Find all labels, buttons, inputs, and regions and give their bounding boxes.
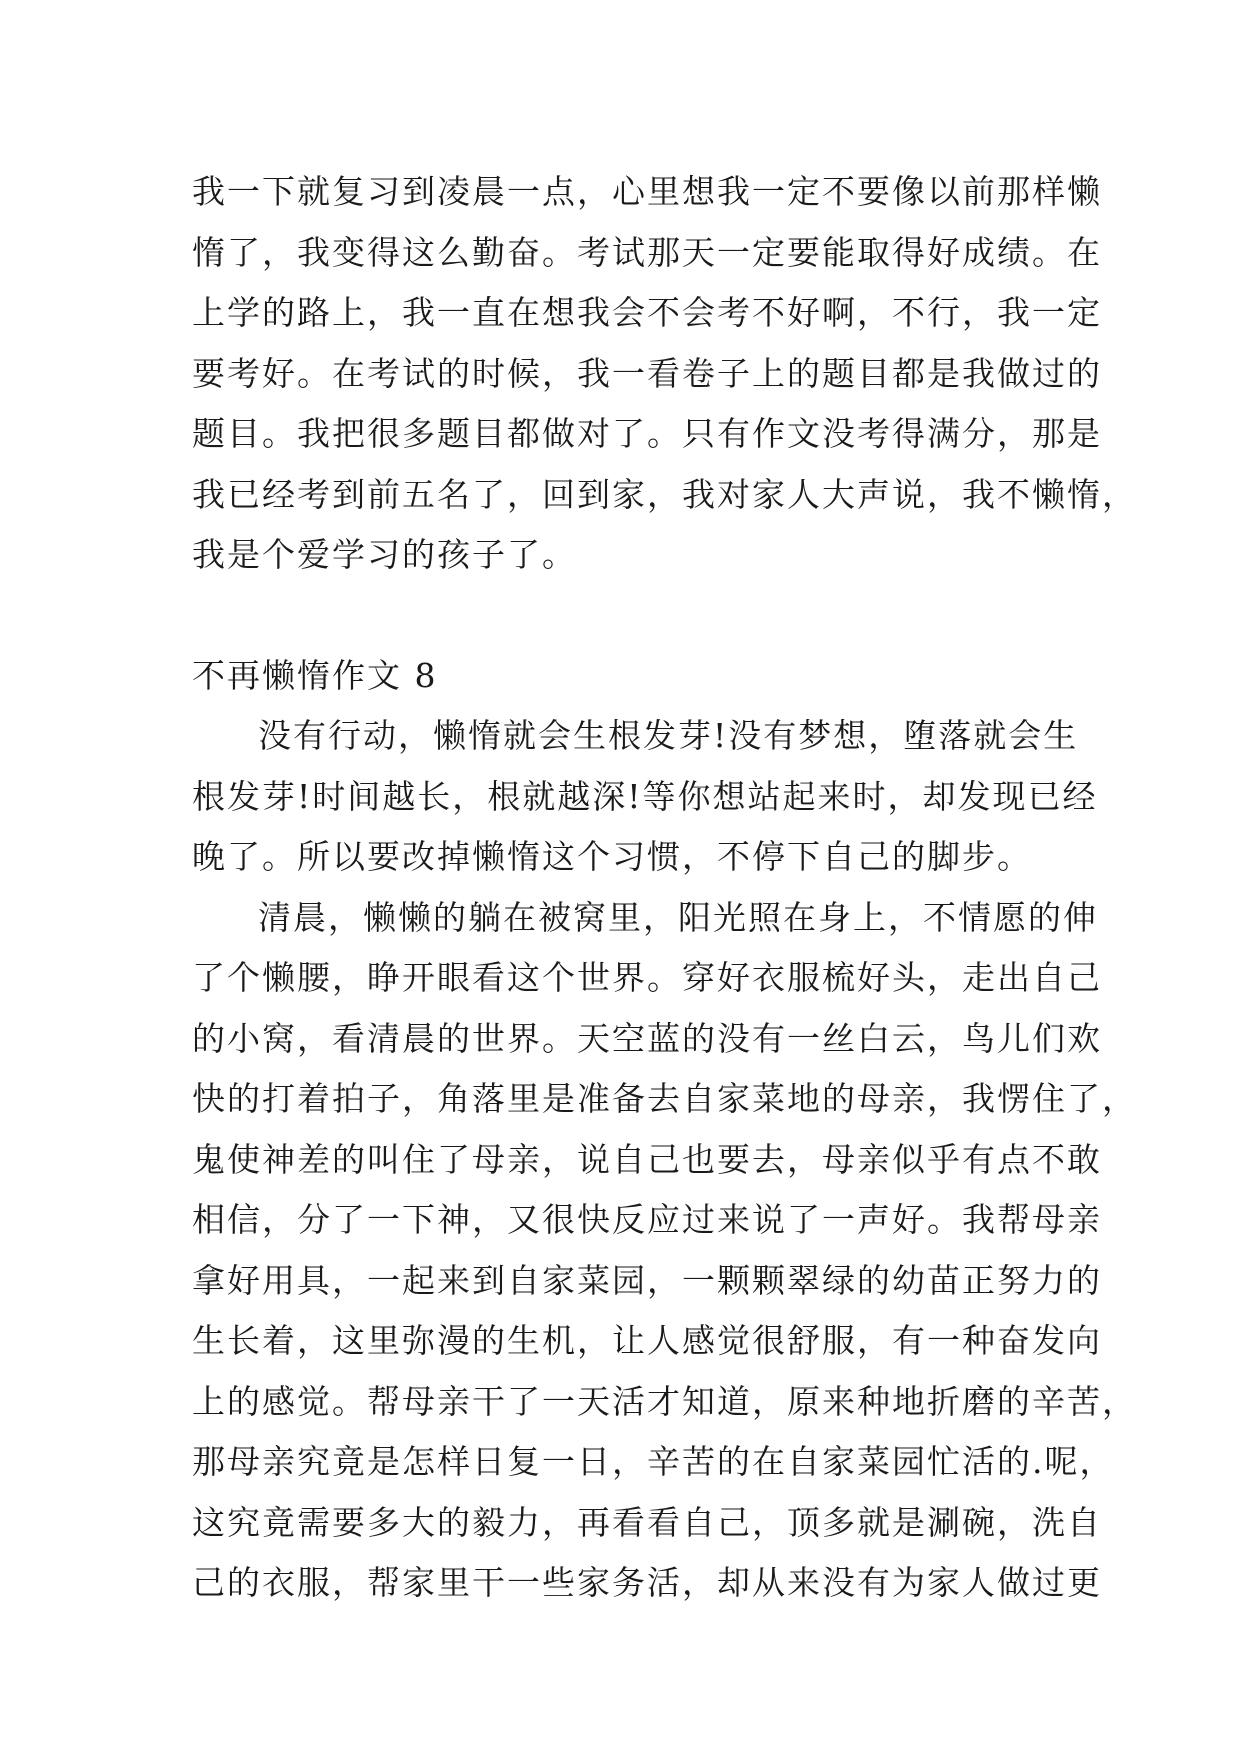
text-line: 的小窝，看清晨的世界。天空蓝的没有一丝白云，鸟儿们欢 (192, 1018, 1102, 1058)
text-line: 己的衣服，帮家里干一些家务活，却从来没有为家人做过更 (192, 1563, 1102, 1602)
essay-paragraph-1 (192, 706, 1098, 888)
text-column (192, 162, 1137, 1614)
text-line: 生长着，这里弥漫的生机，让人感觉很舒服，有一种奋发向 (192, 1321, 1102, 1360)
text-line: 那母亲究竟是怎样日复一日，辛苦的在自家菜园忙活的.呢， (192, 1442, 1115, 1481)
essay-title: 不再懒惰作文 8 (192, 655, 438, 695)
text-line: 鬼使神差的叫住了母亲，说自己也要去，母亲似乎有点不敢 (192, 1139, 1102, 1179)
text-line: 相信，分了一下神，又很快反应过来说了一声好。我帮母亲 (192, 1200, 1102, 1239)
section-gap (192, 586, 1062, 646)
text-line: 上的感觉。帮母亲干了一天活才知道，原来种地折磨的辛苦， (192, 1381, 1137, 1421)
text-line: 晚了。所以要改掉懒惰这个习惯，不停下自己的脚步。 (192, 837, 1032, 876)
text-line: 要考好。在考试的时候，我一看卷子上的题目都是我做过的 (192, 353, 1102, 393)
text-line: 这究竟需要多大的毅力，再看看自己，顶多就是涮碗，洗自 (192, 1502, 1102, 1542)
text-line: 我已经考到前五名了，回到家，我对家人大声说，我不懒惰， (192, 474, 1137, 514)
text-line: 我是个爱学习的孩子了。 (192, 535, 577, 574)
text-line: 我一下就复习到凌晨一点，心里想我一定不要像以前那样懒 (192, 172, 1102, 211)
intro-paragraph (192, 162, 1137, 586)
text-line: 快的打着拍子，角落里是准备去自家菜地的母亲，我愣住了， (192, 1079, 1137, 1118)
essay-paragraph-2 (192, 888, 1137, 1614)
text-line: 上学的路上，我一直在想我会不会考不好啊，不行，我一定 (192, 293, 1102, 332)
text-line: 没有行动，懒惰就会生根发芽!没有梦想，堕落就会生 (258, 716, 1079, 755)
text-line: 了个懒腰，睁开眼看这个世界。穿好衣服梳好头，走出自己 (192, 958, 1102, 997)
text-line: 题目。我把很多题目都做对了。只有作文没考得满分，那是 (192, 414, 1102, 453)
text-line: 根发芽!时间越长，根就越深!等你想站起来时，却发现已经 (192, 776, 1098, 816)
text-line: 拿好用具，一起来到自家菜园，一颗颗翠绿的幼苗正努力的 (192, 1260, 1102, 1300)
text-line: 惰了，我变得这么勤奋。考试那天一定要能取得好成绩。在 (192, 232, 1102, 272)
text-line: 清晨，懒懒的躺在被窝里，阳光照在身上，不情愿的伸 (258, 897, 1098, 937)
